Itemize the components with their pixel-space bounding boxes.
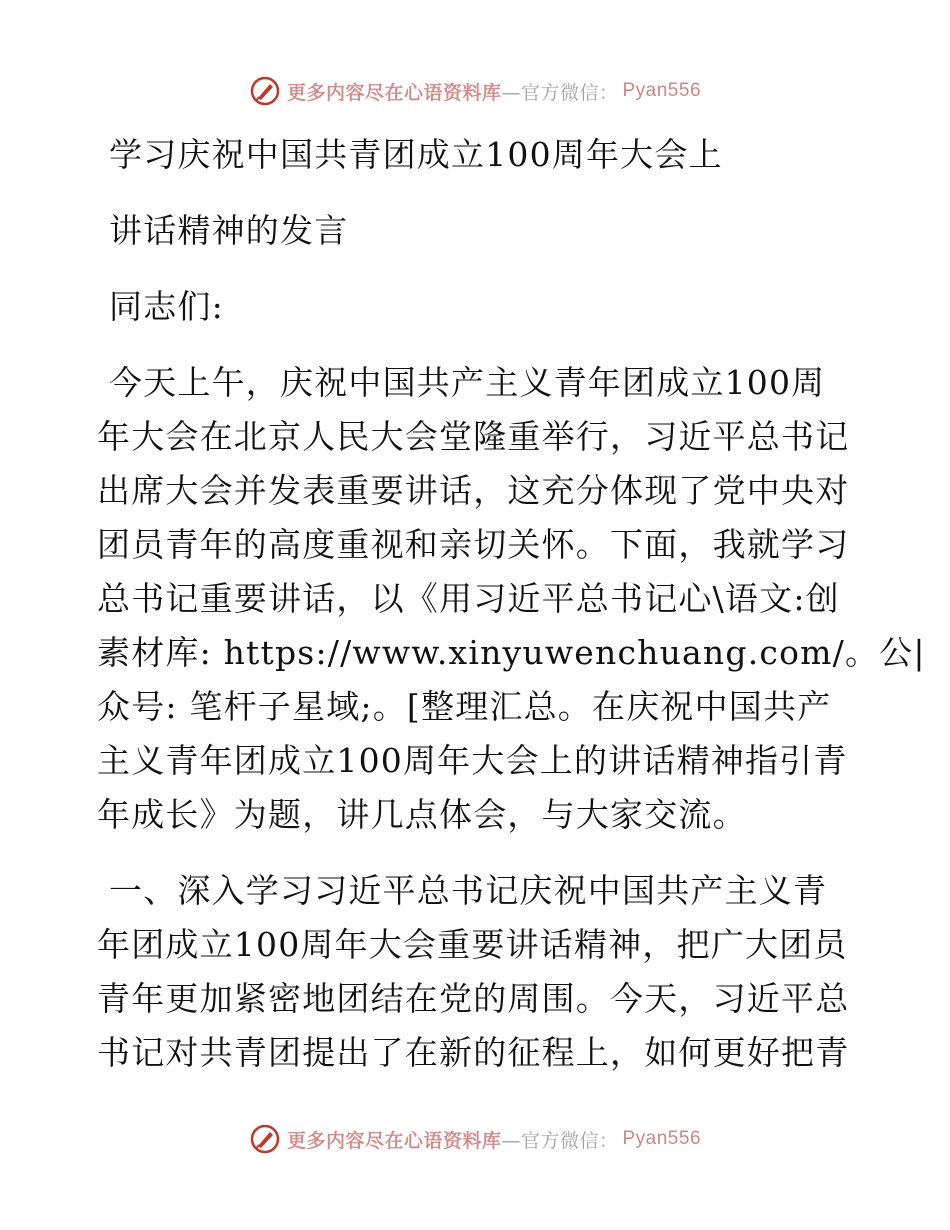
quill-logo-icon bbox=[249, 75, 281, 107]
paragraph-line: 年团成立100周年大会重要讲话精神，把广大团员 bbox=[97, 925, 848, 964]
paragraph-line: 众号: 笔杆子星域;。[整理汇总。在庆祝中国共产 bbox=[97, 687, 832, 726]
watermark-wechat-id: Pyan556 bbox=[622, 80, 702, 101]
paragraph-intro bbox=[97, 356, 926, 842]
paragraph-line: 主义青年团成立100周年大会上的讲话精神指引青 bbox=[97, 741, 848, 780]
paragraph-line: 年成长》为题，讲几点体会，与大家交流。 bbox=[97, 795, 747, 834]
watermark-main-text: 更多内容尽在心语资料库 bbox=[286, 1129, 502, 1152]
salutation bbox=[97, 280, 857, 334]
paragraph-section-one bbox=[97, 864, 857, 1080]
paragraph-line: 出席大会并发表重要讲话，这充分体现了党中央对 bbox=[97, 471, 850, 510]
paragraph-line: 年大会在北京人民大会堂隆重举行，习近平总书记 bbox=[97, 417, 850, 456]
watermark-footer bbox=[0, 1119, 950, 1159]
quill-logo-icon bbox=[249, 1123, 281, 1155]
watermark-sub-text: —官方微信： bbox=[501, 81, 619, 104]
document-body bbox=[97, 128, 926, 1102]
paragraph-line: 素材库: https://www.xinyuwenchuang.com/。公| bbox=[97, 633, 926, 672]
document-title bbox=[97, 128, 857, 182]
watermark-main-text: 更多内容尽在心语资料库 bbox=[286, 81, 502, 104]
watermark-wechat-id: Pyan556 bbox=[622, 1128, 702, 1149]
watermark-header bbox=[0, 71, 950, 111]
title-line-1: 学习庆祝中国共青团成立100周年大会上 bbox=[109, 135, 723, 174]
paragraph-line: 团员青年的高度重视和亲切关怀。下面，我就学习 bbox=[97, 525, 850, 564]
paragraph-line: 书记对共青团提出了在新的征程上，如何更好把青 bbox=[97, 1033, 850, 1072]
paragraph-line: 一、深入学习习近平总书记庆祝中国共产主义青 bbox=[109, 871, 828, 910]
salutation-text: 同志们: bbox=[109, 287, 224, 326]
paragraph-line: 青年更加紧密地团结在党的周围。今天，习近平总 bbox=[97, 979, 850, 1018]
paragraph-line: 总书记重要讲话，以《用习近平总书记心\语文:创 bbox=[97, 579, 840, 618]
paragraph-line: 今天上午，庆祝中国共产主义青年团成立100周 bbox=[109, 363, 826, 402]
title-line-2: 讲话精神的发言 bbox=[109, 211, 349, 250]
document-subtitle bbox=[97, 204, 857, 258]
watermark-sub-text: —官方微信： bbox=[501, 1129, 619, 1152]
